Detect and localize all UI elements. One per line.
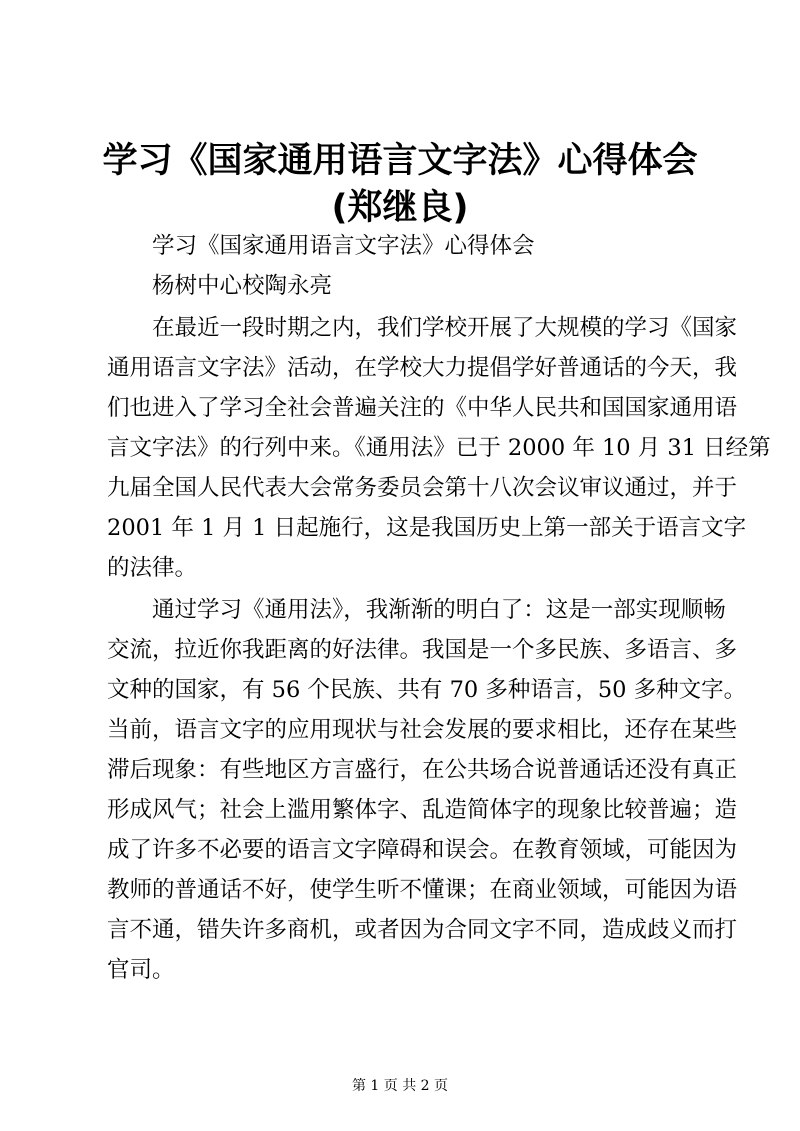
paragraph-1-line: 言文字法》的行列中来。《通用法》已于 2000 年 10 月 31 日经第 (107, 435, 771, 461)
paragraph-2-line: 交流，拉近你我距离的好法律。我国是一个多民族、多语言、多 (107, 637, 738, 663)
paragraph-2-line: 滞后现象：有些地区方言盛行，在公共场合说普通话还没有真正 (107, 757, 738, 783)
document-author: 杨树中心校陶永亮 (152, 273, 333, 299)
paragraph-2-line: 形成风气；社会上滥用繁体字、乱造简体字的现象比较普遍；造 (107, 797, 738, 823)
paragraph-2-line: 官司。 (107, 957, 175, 983)
paragraph-2-line: 言不通，错失许多商机，或者因为合同文字不同，造成歧义而打 (107, 917, 738, 943)
paragraph-2-line: 当前，语言文字的应用现状与社会发展的要求相比，还存在某些 (107, 717, 738, 743)
paragraph-1-line: 通用语言文字法》活动，在学校大力提倡学好普通话的今天，我 (107, 355, 738, 381)
document-subtitle: 学习《国家通用语言文字法》心得体会 (152, 233, 535, 259)
paragraph-1-line: 九届全国人民代表大会常务委员会第十八次会议审议通过，并于 (107, 475, 738, 501)
paragraph-2-line: 通过学习《通用法》，我渐渐的明白了：这是一部实现顺畅 (152, 597, 726, 623)
paragraph-1-line: 的法律。 (107, 555, 198, 581)
paragraph-2-line: 成了许多不必要的语言文字障碍和误会。在教育领域，可能因为 (107, 837, 738, 863)
document-title (100, 138, 700, 232)
document-title-line-1: 学习《国家通用语言文字法》心得体会(郑继良) (102, 141, 698, 228)
paragraph-1-line: 们也进入了学习全社会普遍关注的《中华人民共和国国家通用语 (107, 395, 738, 421)
paragraph-1-line: 2001 年 1 月 1 日起施行，这是我国历史上第一部关于语言文字 (107, 515, 747, 541)
page-number-footer: 第 1 页 共 2 页 (351, 1078, 449, 1094)
paragraph-2-line: 文种的国家，有 56 个民族、共有 70 多种语言，50 多种文字。 (107, 677, 747, 703)
paragraph-1-line: 在最近一段时期之内，我们学校开展了大规模的学习《国家 (152, 315, 738, 341)
paragraph-2-line: 教师的普通话不好，使学生听不懂课；在商业领域，可能因为语 (107, 877, 738, 903)
